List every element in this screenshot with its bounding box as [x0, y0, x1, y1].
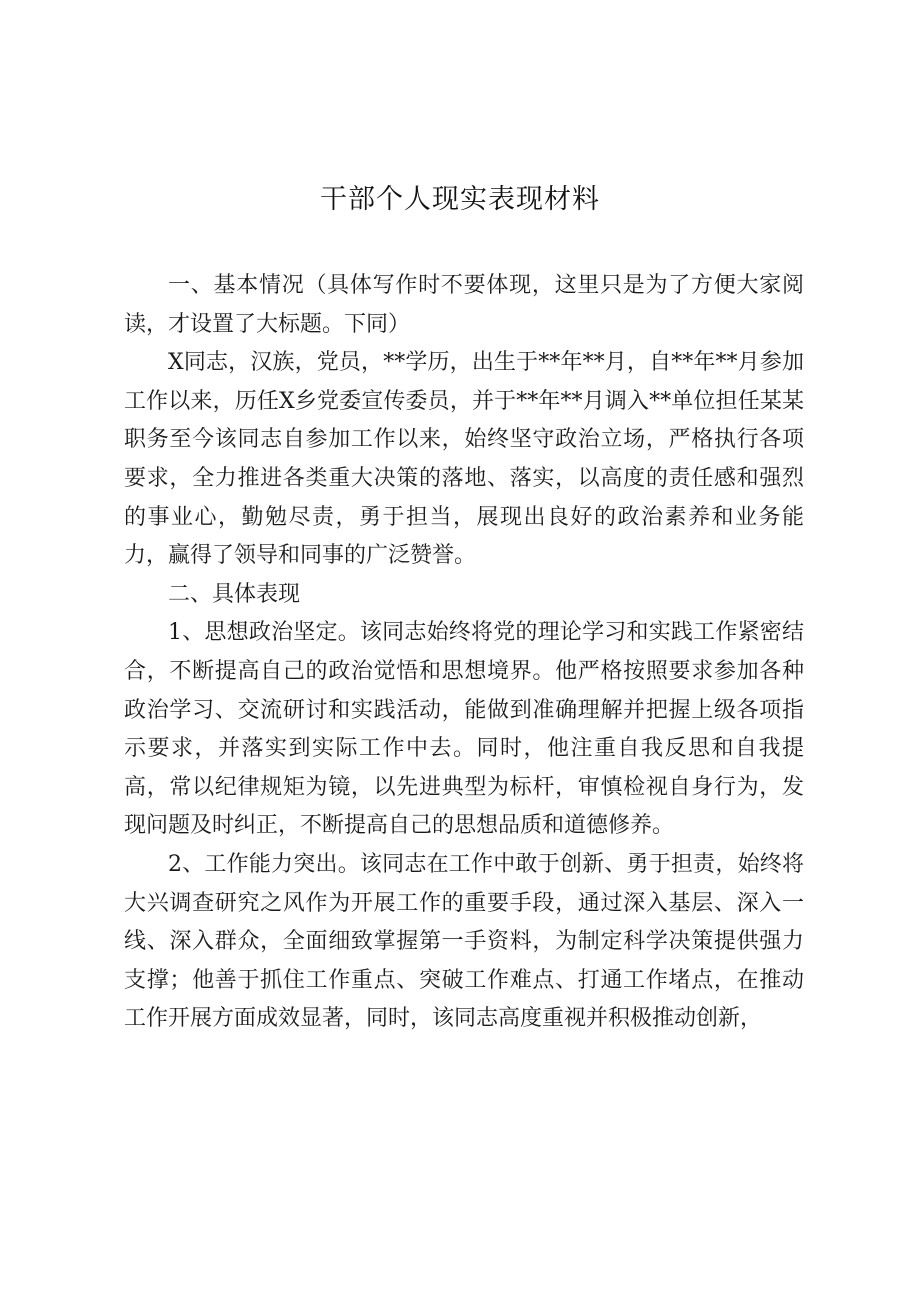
- paragraph-work-ability: 2、工作能力突出。该同志在工作中敢于创新、勇于担责，始终将大兴调查研究之风作为开展工作的重要手段，通过深入基层、深入一线、深入群众，全面细致掌握第一手资料，为制定科学决策提供强力支撑；他善于抓住工作重点、突破工作难点、打通工作堵点，在推动工作开展方面成效显著，同时，该同志高度重视并积极推动创新，: [124, 851, 804, 1032]
- document-body: [124, 267, 804, 1039]
- paragraph-performance-heading: 二、具体表现: [168, 581, 301, 607]
- paragraph-basic-info-heading: 一、基本情况（具体写作时不要体现，这里只是为了方便大家阅读，才设置了大标题。下同）: [124, 273, 804, 337]
- paragraph-political-thought: 1、思想政治坚定。该同志始终将党的理论学习和实践工作紧密结合，不断提高自己的政治觉悟和思想境界。他严格按照要求参加各种政治学习、交流研讨和实践活动，能做到准确理解并把握上级各项指示要求，并落实到实际工作中去。同时，他注重自我反思和自我提高，常以纪律规矩为镜，以先进典型为标杆，审慎检视自身行为，发现问题及时纠正，不断提高自己的思想品质和道德修养。: [124, 620, 804, 839]
- paragraph-basic-info: X同志，汉族，党员，**学历，出生于**年**月，自**年**月参加工作以来，历任X乡党委宣传委员，并于**年**月调入**单位担任某某职务至今该同志自参加工作以来，始终坚守政治立场，严格执行各项要求，全力推进各类重大决策的落地、落实，以高度的责任感和强烈的事业心，勤勉尽责，勇于担当，展现出良好的政治素养和业务能力，赢得了领导和同事的广泛赞誉。: [124, 350, 804, 569]
- document-title: 干部个人现实表现材料: [320, 184, 600, 215]
